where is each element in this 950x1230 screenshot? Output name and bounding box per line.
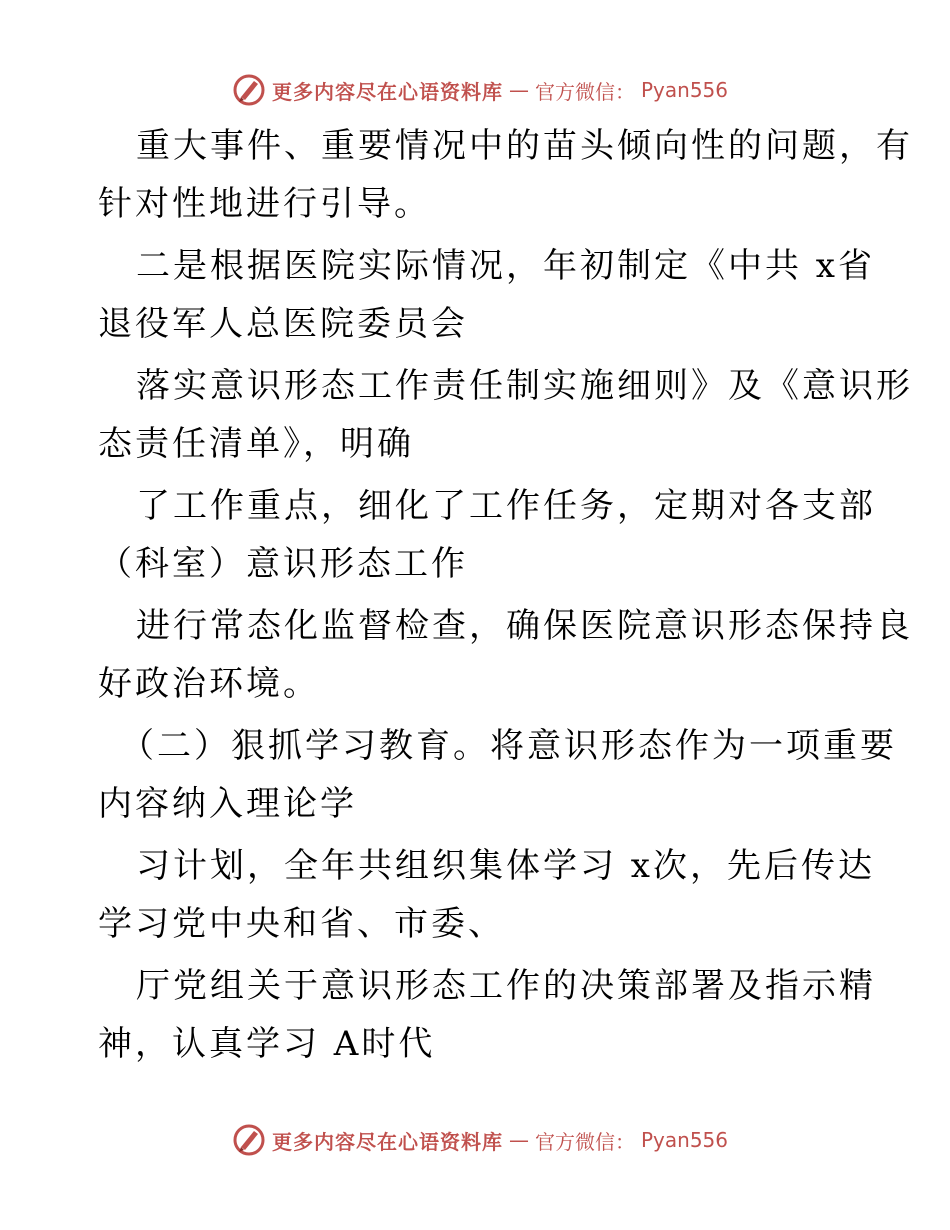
watermark-id: Pyan556	[641, 78, 729, 102]
watermark-dash: —	[509, 78, 529, 102]
body-line: 好政治环境。	[98, 664, 320, 704]
body-line: 内容纳入理论学	[98, 784, 357, 824]
body-line: 进行常态化监督检查，确保医院意识形态保持良	[136, 606, 913, 646]
body-line: 学习党中央和省、市委、	[98, 904, 505, 944]
watermark-dash: —	[509, 1128, 529, 1152]
watermark-text: 更多内容尽在心语资料库	[272, 1129, 503, 1154]
body-line: 态责任清单》，明确	[98, 424, 414, 464]
body-line: 了工作重点，细化了工作任务，定期对各支部	[136, 486, 876, 526]
body-line: 针对性地进行引导。	[98, 184, 431, 224]
body-line: 落实意识形态工作责任制实施细则》及《意识形	[136, 366, 913, 406]
body-line: （科室）意识形态工作	[98, 544, 468, 584]
pen-logo-icon	[232, 73, 266, 107]
header-watermark	[232, 72, 728, 108]
pen-logo-icon	[232, 1123, 266, 1157]
footer-watermark	[232, 1122, 728, 1158]
body-line: 厅党组关于意识形态工作的决策部署及指示精	[136, 966, 876, 1006]
watermark-text: 更多内容尽在心语资料库	[272, 79, 503, 104]
watermark-label: 官方微信：	[535, 1129, 635, 1154]
watermark-id: Pyan556	[641, 1128, 729, 1152]
body-line: （二）狠抓学习教育。将意识形态作为一项重要	[120, 726, 897, 766]
watermark-label: 官方微信：	[535, 79, 635, 104]
body-line: 重大事件、重要情况中的苗头倾向性的问题，有	[136, 126, 913, 166]
body-line: 退役军人总医院委员会	[98, 304, 468, 344]
body-line: 习计划，全年共组织集体学习 x次，先后传达	[136, 846, 875, 886]
body-line: 神，认真学习 A时代	[98, 1024, 436, 1064]
body-line: 二是根据医院实际情况，年初制定《中共 x省	[136, 246, 875, 286]
